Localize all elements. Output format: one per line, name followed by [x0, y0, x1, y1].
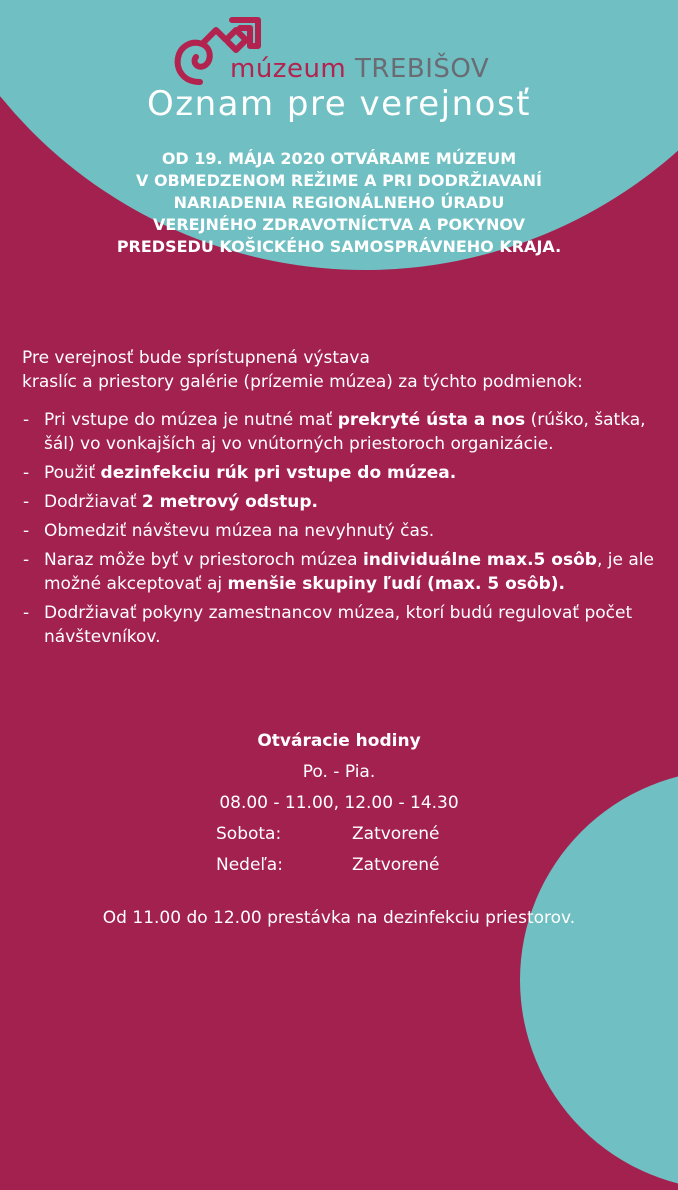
hours-weekdays: Po. - Pia.: [302, 762, 376, 782]
intro-text: [22, 346, 662, 394]
hours-sunday-row: [0, 850, 678, 881]
saturday-value: Zatvorené: [352, 824, 440, 844]
logo-word-muzeum: múzeum: [230, 54, 347, 84]
logo-word-trebisov: TREBIŠOV: [355, 54, 490, 84]
hours-saturday-row: [0, 819, 678, 850]
rule-item: - Pri vstupe do múzea je nutné mať prekryté ústa a nos (rúško, šatka, šál) vo vonkajších aj vo vnútorných priestoroch organizácie.: [22, 408, 662, 456]
announcement-line: PREDSEDU KOŠICKÉHO SAMOSPRÁVNEHO KRAJA.: [116, 237, 562, 256]
rule-item: - Dodržiavať 2 metrový odstup.: [22, 490, 662, 514]
logo-wordmark: [230, 54, 489, 84]
rule-item: - Dodržiavať pokyny zamestnancov múzea, ktorí budú regulovať počet návštevníkov.: [22, 601, 662, 649]
announcement-line: NARIADENIA REGIONÁLNEHO ÚRADU: [173, 193, 505, 212]
opening-hours: [0, 726, 678, 881]
rules-list: [22, 408, 662, 649]
sunday-value: Zatvorené: [352, 855, 440, 875]
rule-item: - Použiť dezinfekciu rúk pri vstupe do múzea.: [22, 461, 662, 485]
page-title: Oznam pre verejnosť: [147, 84, 531, 124]
hours-title: Otváracie hodiny: [257, 731, 421, 751]
announcement-line: OD 19. MÁJA 2020 OTVÁRAME MÚZEUM: [161, 149, 517, 168]
saturday-label: Sobota:: [216, 824, 282, 844]
rule-item: - Obmedziť návštevu múzea na nevyhnutý čas.: [22, 519, 662, 543]
announcement-block: [0, 148, 678, 258]
rule-item: - Naraz môže byť v priestoroch múzea individuálne max.5 osôb, je ale možné akceptovať aj menšie skupiny ľudí (max. 5 osôb).: [22, 548, 662, 596]
intro-line: Pre verejnosť bude sprístupnená výstava: [22, 348, 370, 368]
hours-weekday-times: 08.00 - 11.00, 12.00 - 14.30: [219, 793, 459, 813]
announcement-line: VEREJNÉHO ZDRAVOTNÍCTVA A POKYNOV: [153, 215, 525, 234]
museum-logo: [170, 12, 530, 92]
main-content: [22, 346, 662, 649]
announcement-line: V OBMEDZENOM REŽIME A PRI DODRŽIAVANÍ: [135, 171, 542, 190]
footer-note: Od 11.00 do 12.00 prestávka na dezinfekciu priestorov.: [102, 908, 576, 928]
intro-line: kraslíc a priestory galérie (prízemie múzea) za týchto podmienok:: [22, 372, 583, 392]
sunday-label: Nedeľa:: [216, 855, 283, 875]
